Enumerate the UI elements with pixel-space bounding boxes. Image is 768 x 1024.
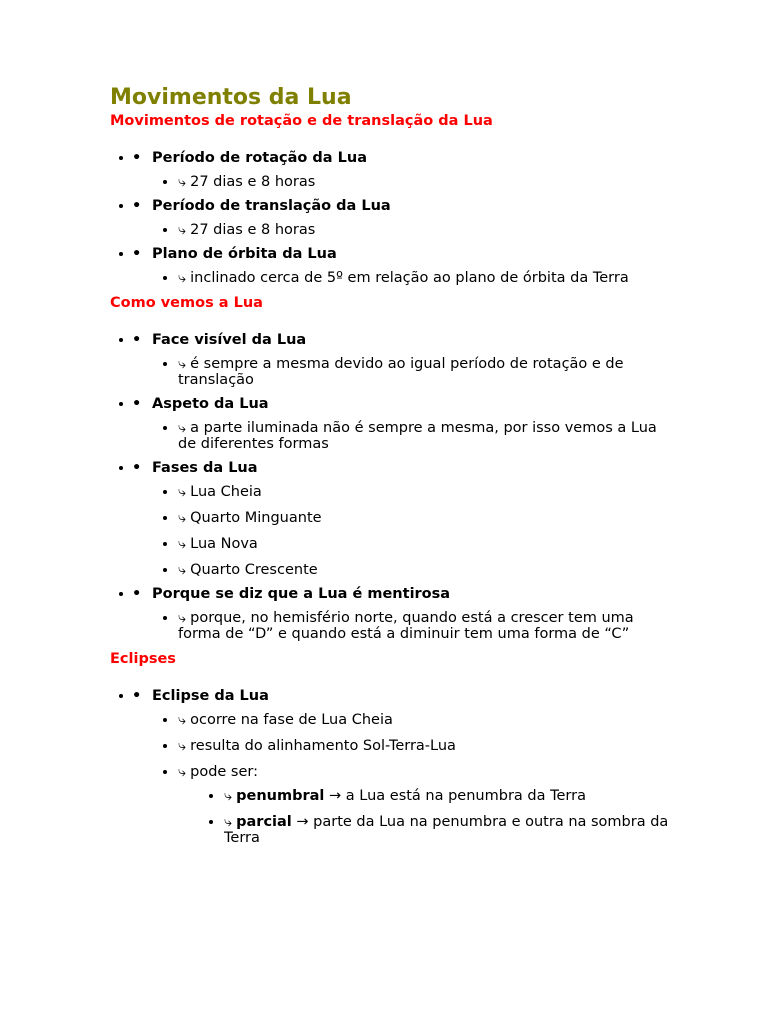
term-description: a Lua está na penumbra da Terra bbox=[345, 788, 586, 804]
hook-arrow-icon: ⤷ bbox=[178, 174, 187, 190]
hook-arrow-icon: ⤷ bbox=[224, 814, 233, 830]
section-heading-como-vemos: Como vemos a Lua bbox=[110, 295, 263, 311]
item-label: • • Plano de órbita da Lua bbox=[152, 246, 670, 262]
sub-item-text: Quarto Crescente bbox=[190, 562, 318, 578]
right-arrow-icon: → bbox=[329, 788, 342, 804]
sub-list bbox=[152, 174, 670, 190]
sub-list bbox=[152, 420, 670, 452]
sub-item bbox=[178, 174, 670, 190]
sub-sub-list bbox=[178, 788, 670, 846]
sub-item bbox=[178, 610, 670, 642]
hook-arrow-icon: ⤷ bbox=[178, 484, 187, 500]
page-title: Movimentos da Lua bbox=[110, 85, 352, 110]
sub-list bbox=[152, 610, 670, 642]
hook-arrow-icon: ⤷ bbox=[178, 510, 187, 526]
sub-item-text: resulta do alinhamento Sol-Terra-Lua bbox=[190, 738, 456, 754]
sub-sub-item bbox=[224, 814, 670, 846]
sub-sub-item bbox=[224, 788, 670, 804]
sub-item bbox=[178, 764, 670, 846]
item-label: • • Período de rotação da Lua bbox=[152, 150, 670, 166]
list-item bbox=[134, 198, 670, 238]
hook-arrow-icon: ⤷ bbox=[178, 356, 187, 372]
hook-arrow-icon: ⤷ bbox=[178, 536, 187, 552]
item-label: • • Eclipse da Lua bbox=[152, 688, 670, 704]
list-item bbox=[134, 460, 670, 578]
section-heading-eclipses: Eclipses bbox=[110, 651, 176, 667]
sub-item-text: Lua Nova bbox=[190, 536, 258, 552]
sub-item bbox=[178, 738, 670, 754]
sub-item-text: ocorre na fase de Lua Cheia bbox=[190, 712, 393, 728]
item-label: • • Porque se diz que a Lua é mentirosa bbox=[152, 586, 670, 602]
list-item bbox=[134, 688, 670, 846]
item-label: • • Fases da Lua bbox=[152, 460, 670, 476]
sub-item bbox=[178, 510, 670, 526]
sub-item-text: a parte iluminada não é sempre a mesma, por isso vemos a Lua de diferentes formas bbox=[178, 420, 657, 452]
sub-item bbox=[178, 562, 670, 578]
hook-arrow-icon: ⤷ bbox=[178, 712, 187, 728]
sub-item bbox=[178, 420, 670, 452]
hook-arrow-icon: ⤷ bbox=[178, 270, 187, 286]
sub-item bbox=[178, 484, 670, 500]
list-item bbox=[134, 586, 670, 642]
sub-item bbox=[178, 222, 670, 238]
sub-item-text: é sempre a mesma devido ao igual período de rotação e de translação bbox=[178, 356, 624, 388]
list-item bbox=[134, 332, 670, 388]
hook-arrow-icon: ⤷ bbox=[178, 764, 187, 780]
sub-item-text: Quarto Minguante bbox=[190, 510, 322, 526]
hook-arrow-icon: ⤷ bbox=[224, 788, 233, 804]
section-heading-movimentos: Movimentos de rotação e de translação da Lua bbox=[110, 113, 493, 129]
sub-item-text: 27 dias e 8 horas bbox=[190, 222, 316, 238]
document-page bbox=[110, 84, 670, 856]
hook-arrow-icon: ⤷ bbox=[178, 562, 187, 578]
list-item bbox=[134, 396, 670, 452]
sub-list bbox=[152, 356, 670, 388]
list-item bbox=[134, 246, 670, 286]
sub-item-text: inclinado cerca de 5º em relação ao plano de órbita da Terra bbox=[190, 270, 629, 286]
right-arrow-icon: → bbox=[296, 814, 309, 830]
sub-list bbox=[152, 222, 670, 238]
sub-item bbox=[178, 536, 670, 552]
sub-list bbox=[152, 270, 670, 286]
sub-item bbox=[178, 712, 670, 728]
sub-list bbox=[152, 484, 670, 578]
section-list-eclipses bbox=[110, 688, 670, 846]
hook-arrow-icon: ⤷ bbox=[178, 420, 187, 436]
sub-item-text: 27 dias e 8 horas bbox=[190, 174, 316, 190]
list-item bbox=[134, 150, 670, 190]
sub-item bbox=[178, 356, 670, 388]
item-label: • • Período de translação da Lua bbox=[152, 198, 670, 214]
sub-item-text: Lua Cheia bbox=[190, 484, 262, 500]
sub-item-text: pode ser: bbox=[190, 764, 259, 780]
hook-arrow-icon: ⤷ bbox=[178, 222, 187, 238]
sub-item-text: porque, no hemisfério norte, quando está a crescer tem uma forma de “D” e quando está a diminuir tem uma forma de “C” bbox=[178, 610, 634, 642]
hook-arrow-icon: ⤷ bbox=[178, 738, 187, 754]
term-text: parcial bbox=[236, 814, 292, 830]
item-label: • • Aspeto da Lua bbox=[152, 396, 670, 412]
term-description: parte da Lua na penumbra e outra na sombra da Terra bbox=[224, 814, 669, 846]
section-list-como-vemos bbox=[110, 332, 670, 642]
term-text: penumbral bbox=[236, 788, 325, 804]
section-list-movimentos bbox=[110, 150, 670, 286]
hook-arrow-icon: ⤷ bbox=[178, 610, 187, 626]
sub-list bbox=[152, 712, 670, 846]
item-label: • • Face visível da Lua bbox=[152, 332, 670, 348]
sub-item bbox=[178, 270, 670, 286]
